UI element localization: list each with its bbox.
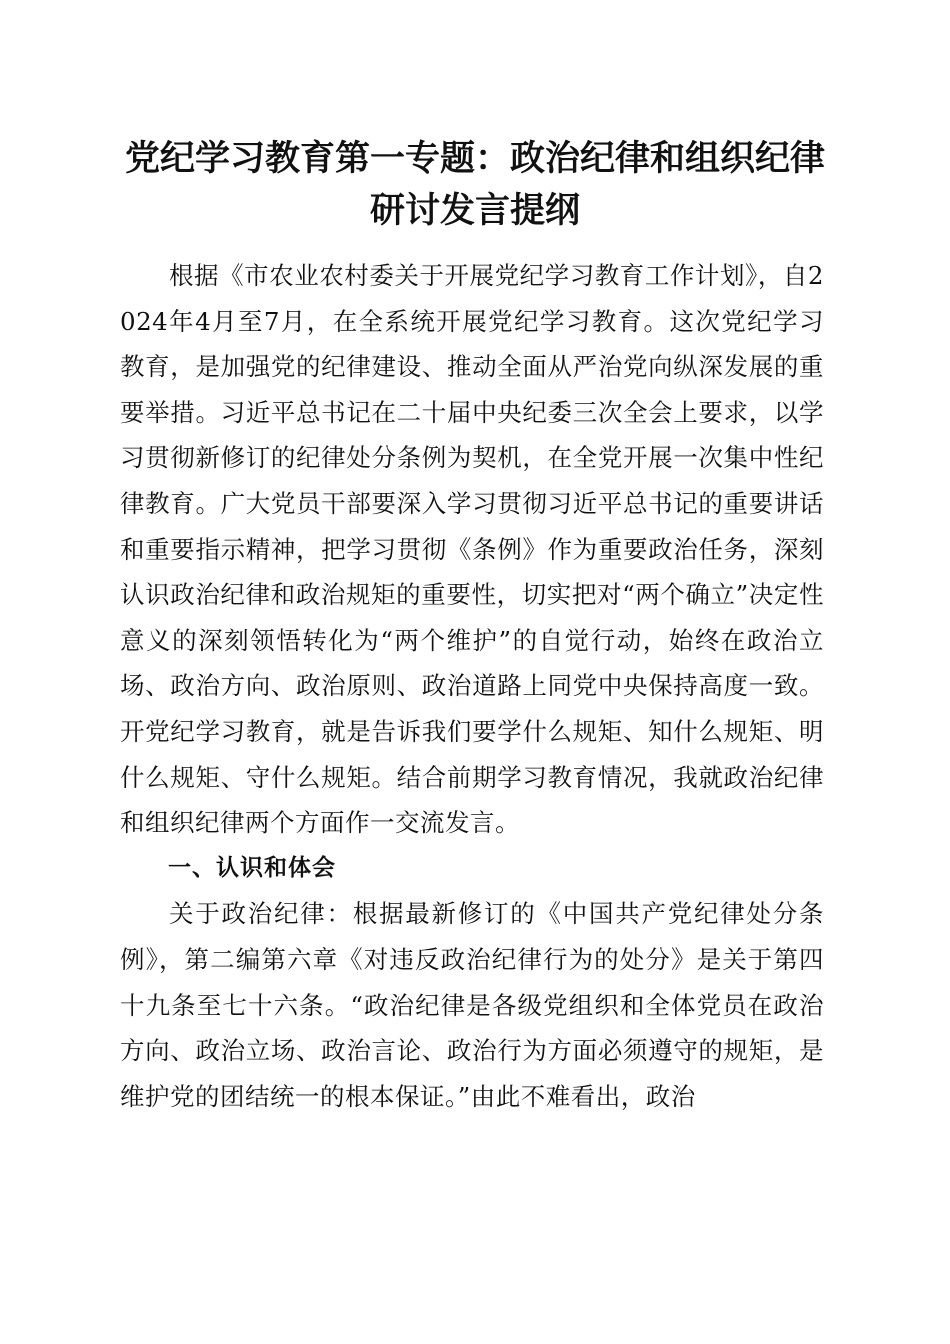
document-title — [100, 133, 850, 237]
section-heading-1: 一、认识和体会 — [168, 854, 336, 881]
title-line-2: 研讨发言提纲 — [369, 190, 580, 231]
paragraph-intro: 根据《市农业农村委关于开展党纪学习教育工作计划》，自2024年4月至7月，在全系统开展党纪学习教育。这次党纪学习教育，是加强党的纪律建设、推动全面从严治党向纵深发展的重要举措。习近平总书记在二十届中央纪委三次全会上要求，以学习贯彻新修订的纪律处分条例为契机，在全党开展一次集中性纪律教育。广大党员干部要深入学习贯彻习近平总书记的重要讲话和重要指示精神，把学习贯彻《条例》作为重要政治任务，深刻认识政治纪律和政治规矩的重要性，切实把对“两个确立”决定性意义的深刻领悟转化为“两个维护”的自觉行动，始终在政治立场、政治方向、政治原则、政治道路上同党中央保持高度一致。开党纪学习教育，就是告诉我们要学什么规矩、知什么规矩、明什么规矩、守什么规矩。结合前期学习教育情况，我就政治纪律和组织纪律两个方面作一交流发言。 — [120, 261, 824, 838]
paragraph-political-discipline: 关于政治纪律：根据最新修订的《中国共产党纪律处分条例》，第二编第六章《对违反政治纪律行为的处分》是关于第四十九条至七十六条。“政治纪律是各级党组织和全体党员在政治方向、政治立场、政治言论、政治行为方面必须遵守的规矩，是维护党的团结统一的根本保证。”由此不难看出，政治 — [120, 899, 824, 1111]
title-line-1: 党纪学习教育第一专题：政治纪律和组织纪律 — [124, 138, 825, 179]
document-body — [120, 253, 824, 1119]
